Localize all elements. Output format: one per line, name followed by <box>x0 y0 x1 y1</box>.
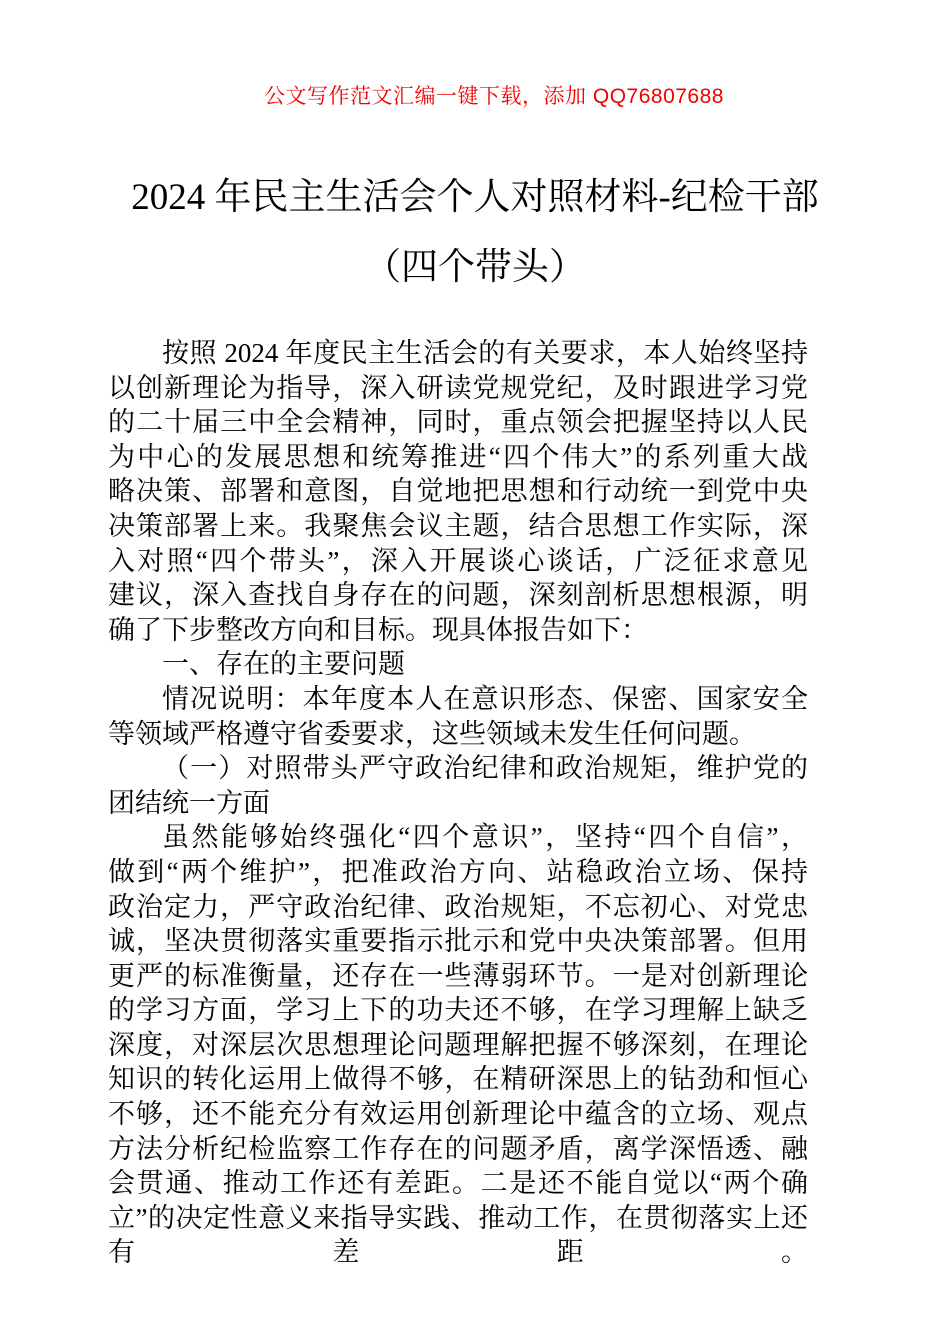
body-line: 为中心的发展思想和统筹推进“四个伟大”的系列重大战 <box>108 441 808 472</box>
body-line: 情况说明：本年度本人在意识形态、保密、国家安全 <box>162 683 808 714</box>
body-line: 入对照“四个带头”，深入开展谈心谈话，广泛征求意见 <box>108 545 808 576</box>
document-body <box>108 336 808 1268</box>
body-line: 深度，对深层次思想理论问题理解把握不够深刻，在理论 <box>108 1029 808 1060</box>
body-line: 会贯通、推动工作还有差距。二是还不能自觉以“两个确 <box>108 1168 808 1199</box>
title-line-1: 2024 年民主生活会个人对照材料-纪检干部 <box>131 177 819 218</box>
body-line: 确了下步整改方向和目标。现具体报告如下： <box>108 614 648 645</box>
body-line: 方法分析纪检监察工作存在的问题矛盾，离学深悟透、融 <box>108 1133 808 1164</box>
body-line: 决策部署上来。我聚焦会议主题，结合思想工作实际，深 <box>108 510 808 541</box>
body-line: 按照 2024 年度民主生活会的有关要求，本人始终坚持 <box>162 338 808 368</box>
body-line: 政治定力，严守政治纪律、政治规矩，不忘初心、对党忠 <box>108 891 808 922</box>
body-line: 做到“两个维护”，把准政治方向、站稳政治立场、保持 <box>108 856 808 887</box>
body-line-clipped: 立”的决定性意义来指导实践、推动工作，在贯彻落实上还有差距。 <box>108 1202 808 1268</box>
subsection-heading: 团结统一方面 <box>108 787 270 818</box>
title-line-2: （四个带头） <box>364 247 586 288</box>
body-line: 虽然能够始终强化“四个意识”，坚持“四个自信”， <box>162 822 808 853</box>
document-title <box>0 163 950 303</box>
body-line: 的二十届三中全会精神，同时，重点领会把握坚持以人民 <box>108 407 808 438</box>
body-line: 的学习方面，学习上下的功夫还不够，在学习理解上缺乏 <box>108 995 808 1026</box>
subsection-heading: （一）对照带头严守政治纪律和政治规矩，维护党的 <box>162 753 808 784</box>
body-line: 建议，深入查找自身存在的问题，深刻剖析思想根源，明 <box>108 580 808 611</box>
body-line: 略决策、部署和意图，自觉地把思想和行动统一到党中央 <box>108 476 808 507</box>
body-line: 不够，还不能充分有效运用创新理论中蕴含的立场、观点 <box>108 1099 808 1130</box>
promo-header: 公文写作范文汇编一键下载，添加 QQ76807688 <box>264 85 724 108</box>
body-line: 诚，坚决贯彻落实重要指示批示和党中央决策部署。但用 <box>108 926 808 957</box>
body-line: 更严的标准衡量，还存在一些薄弱环节。一是对创新理论 <box>108 960 808 991</box>
section-heading: 一、存在的主要问题 <box>162 649 405 680</box>
body-line: 以创新理论为指导，深入研读党规党纪，及时跟进学习党 <box>108 372 808 403</box>
body-line: 等领域严格遵守省委要求，这些领域未发生任何问题。 <box>108 718 756 749</box>
body-line: 知识的转化运用上做得不够，在精研深思上的钻劲和恒心 <box>108 1064 808 1095</box>
